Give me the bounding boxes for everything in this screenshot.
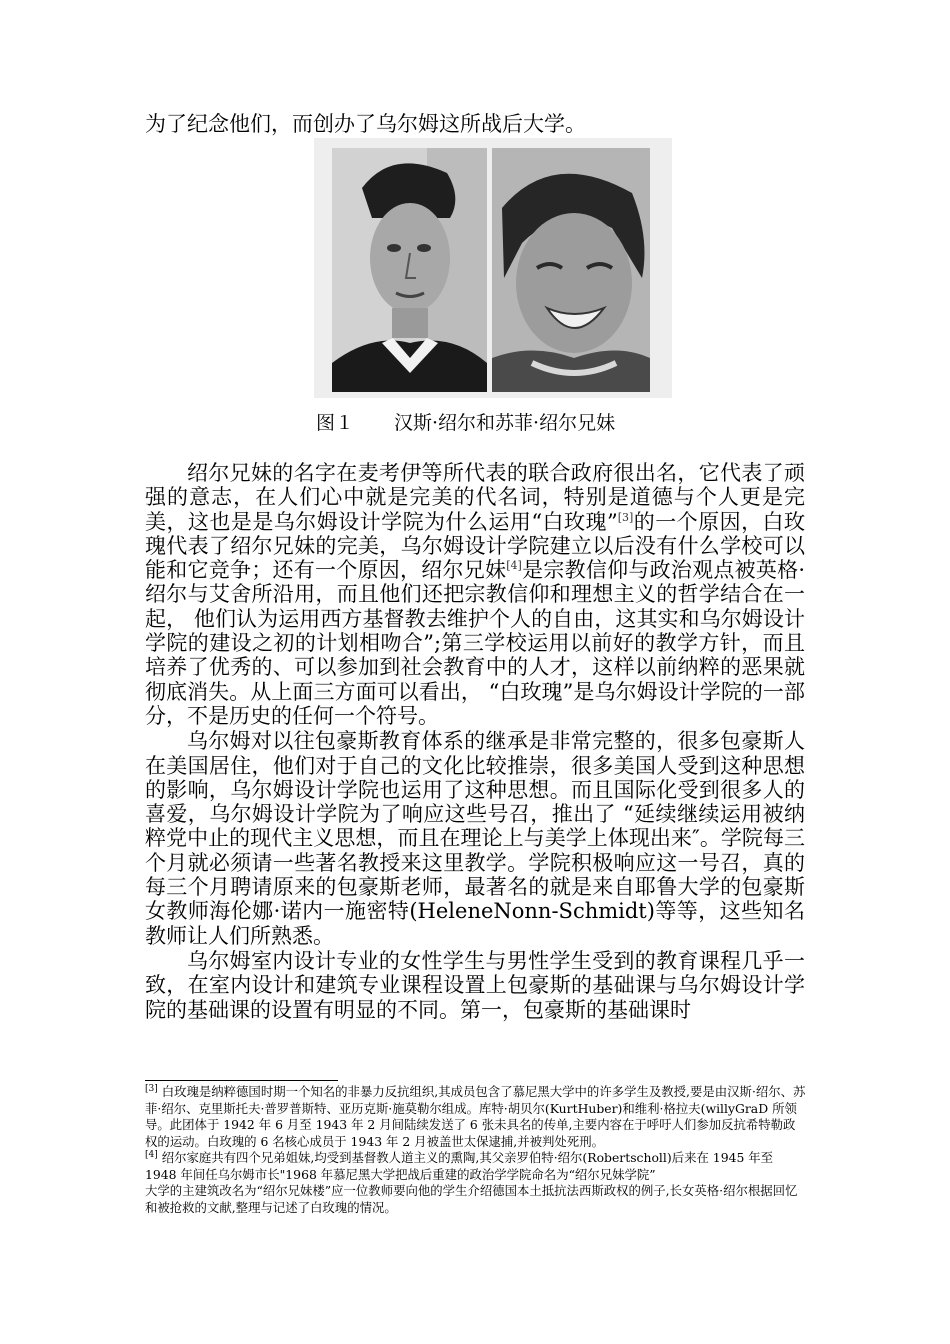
footnote-ref-4[interactable]: [4] [506, 559, 522, 573]
photo-sophie-scholl [492, 148, 650, 392]
intro-line: 为了纪念他们，而创办了乌尔姆这所战后大学。 [145, 112, 586, 136]
footnote-4-text: 绍尔家庭共有四个兄弟姐妹,均受到基督教人道主义的熏陶,其父亲罗伯特·绍尔(Robertscholl)后来在 1945 年至 1948 年间任乌尔姆市长"1968 年慕尼黑大学把战后重建的政治学学院命名为“绍尔兄妹学院” [145, 1150, 774, 1182]
paragraph-3: 乌尔姆室内设计专业的女性学生与男性学生受到的教育课程几乎一致，在室内设计和建筑专业课程设置上包豪斯的基础课与乌尔姆设计学院的基础课的设置有明显的不同。第一，包豪斯的基础课时 [145, 948, 805, 1022]
photo-hans-scholl [332, 148, 487, 392]
figure-number: 图１ [316, 412, 355, 434]
footnote-ref-3[interactable]: [3] [617, 510, 634, 524]
body-text [145, 461, 805, 1022]
footnote-divider [145, 1080, 338, 1081]
footnote-4-mark: [4] [145, 1150, 158, 1160]
paragraph-1-part-b: 的一个原因，白玫瑰代表了绍尔兄妹的完美，乌尔姆设计学院建立以后没有什么学校可以能和它竞争；还有一个原因，绍尔兄妹 [145, 509, 805, 583]
figure-photos [314, 138, 672, 398]
footnote-3-mark: [3] [145, 1084, 158, 1094]
paragraph-1-part-c: 是宗教信仰与政治观点被英格·绍尔与艾舍所沿用，而且他们还把宗教信仰和理想主义的哲学结合在一起， 他们认为运用西方基督教去维护个人的自由，这其实和乌尔姆设计学院的建设之初的计划相吻合”;第三学校运用以前好的教学方针，而且培养了优秀的、可以参加到社会教育中的人才，这样以前纳粹的恶果就彻底消失。从上面三方面可以看出， “白玫瑰”是乌尔姆设计学院的一部分，不是历史的任何一个符号。 [145, 558, 805, 728]
footnote-3-text: 白玫瑰是纳粹德国时期一个知名的非暴力反抗组织,其成员包含了慕尼黑大学中的许多学生及教授,要是由汉斯·绍尔、苏菲·绍尔、克里斯托夫·普罗普斯特、亚历克斯·施莫勒尔组成。库特·胡贝尔(KurtHuber)和维利·格拉夫(willyGraD 所领导。此团体于 1942 年 6 月至 1943 年 2 月间陆续发送了 6 张未具名的传单,主要内容在于呼吁人们参加反抗希特勒政权的运动。白玫瑰的 6 名核心成员于 1943 年 2 月被盖世太保逮捕,并被判处死刑。 [145, 1084, 806, 1149]
paragraph-2: 乌尔姆对以往包豪斯教育体系的继承是非常完整的，很多包豪斯人在美国居住，他们对于自己的文化比较推崇，很多美国人受到这种思想的影响，乌尔姆设计学院也运用了这种思想。而且国际化受到很多人的喜爱，乌尔姆设计学院为了响应这些号召，推出了 “延续继续运用被纳粹党中止的现代主义思想，而且在理论上与美学上体现出来″。学院每三个月就必须请一些著名教授来这里教学。学院积极响应这一号召，真的每三个月聘请原来的包豪斯老师，最著名的就是来自耶鲁大学的包豪斯女教师海伦娜·诺内一施密特(HeleneNonn-Schmidt)等等，这些知名教师让人们所熟悉。 [145, 729, 805, 948]
footnote-4-continued: 大学的主建筑改名为“绍尔兄妹楼”应一位教师要向他的学生介绍德国本土抵抗法西斯政权的例子,长女英格·绍尔根据回忆和被抢救的文献,整理与记述了白玫瑰的情况。 [145, 1183, 798, 1215]
paragraph-1-part-a: 绍尔兄妹的名字在麦考伊等所代表的联合政府很出名，它代表了顽强的意志，在人们心中就是完美的代名词，特别是道德与个人更是完美，这也是是乌尔姆设计学院为什么运用“白玫瑰” [145, 461, 805, 534]
footnotes [145, 1084, 807, 1216]
paragraph-1 [145, 461, 805, 728]
figure-caption-text: 汉斯·绍尔和苏菲·绍尔兄妹 [394, 412, 616, 434]
figure-caption [316, 411, 736, 435]
footnote-3 [145, 1084, 807, 1150]
footnote-4 [145, 1150, 807, 1183]
